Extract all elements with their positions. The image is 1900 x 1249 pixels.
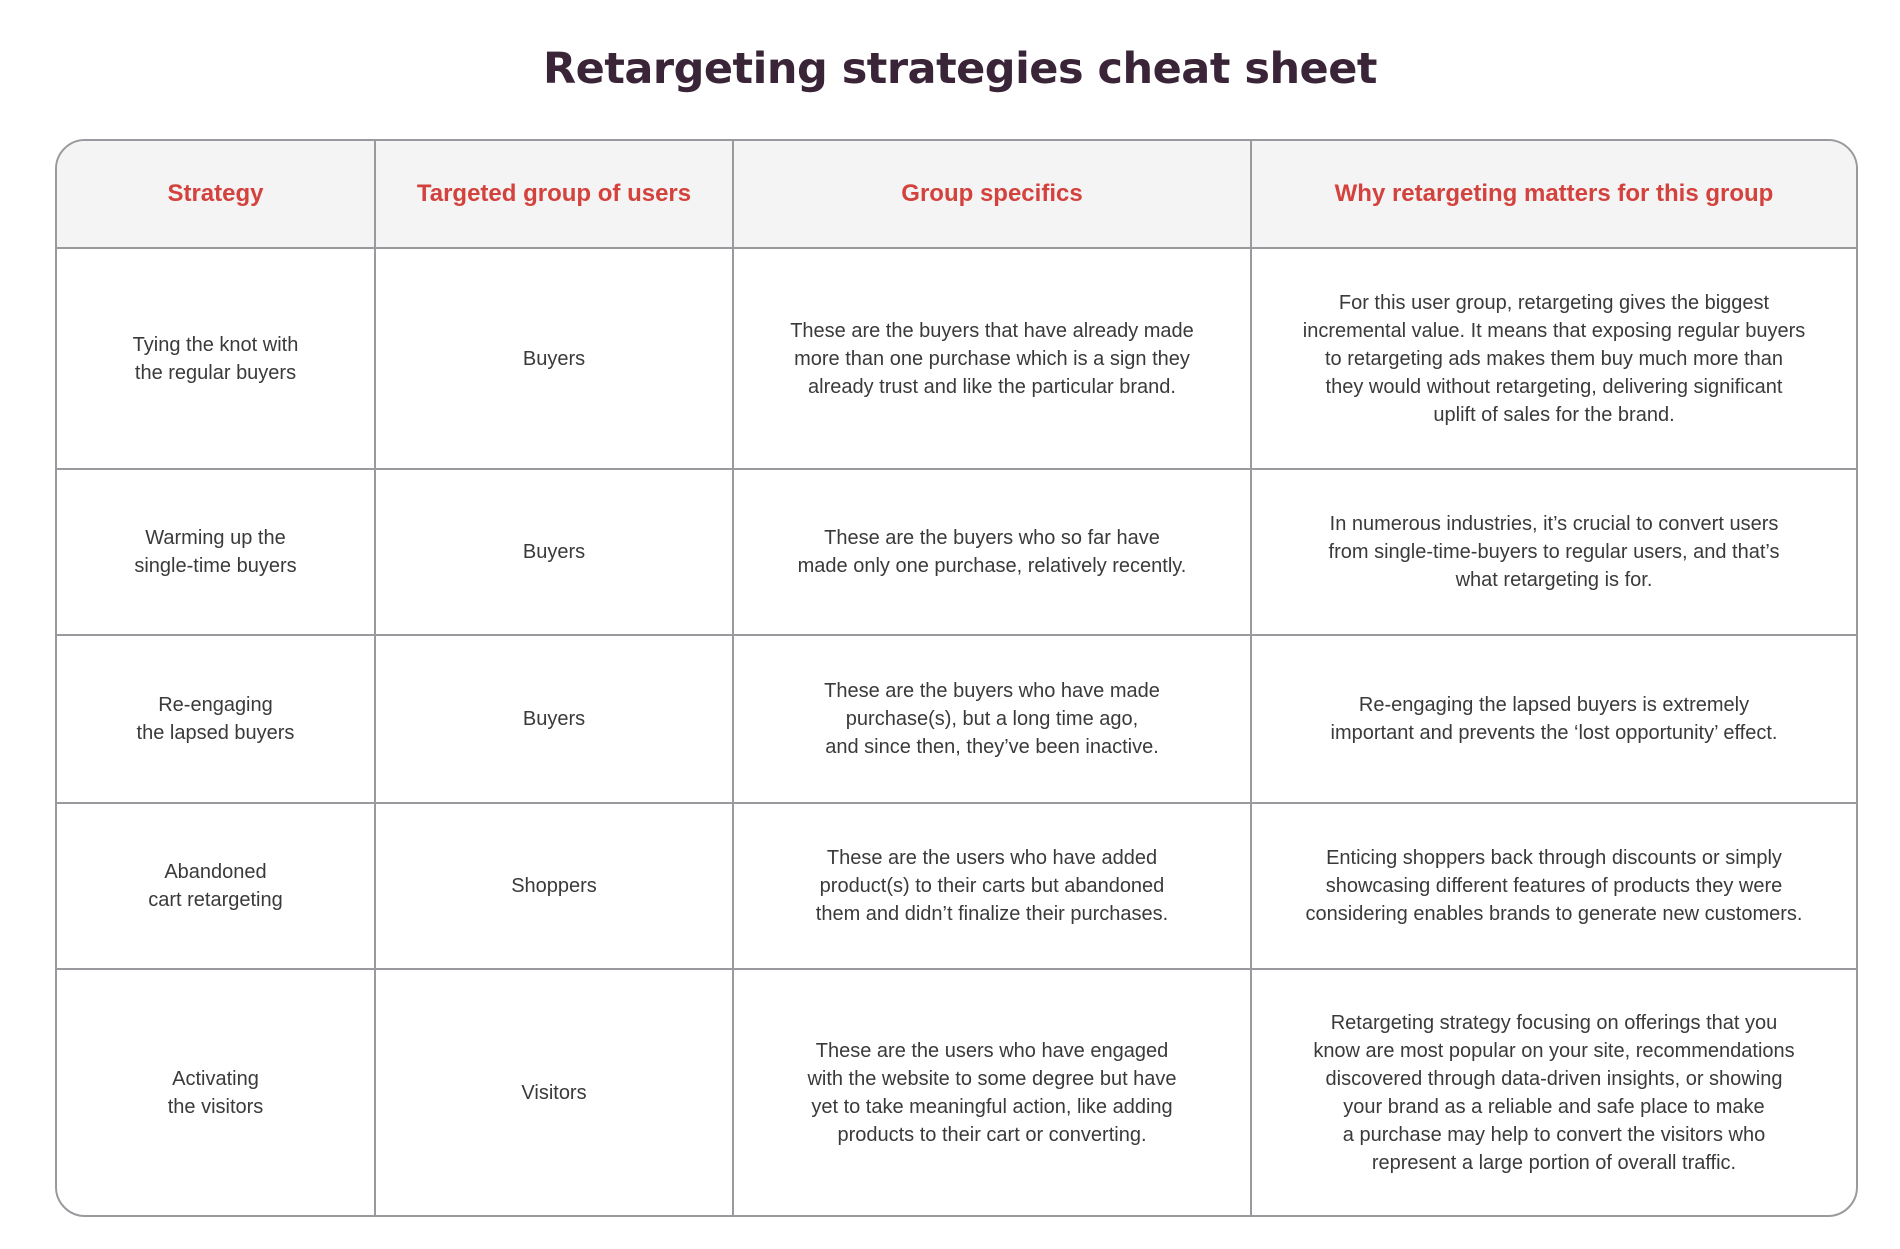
row-3-why: Re-engaging the lapsed buyers is extremely important and prevents the ‘lost opportunity’ effect. [1252,636,1856,804]
row-5-specifics: These are the users who have engaged with the website to some degree but have yet to take meaningful action, like adding products to their cart or converting. [734,970,1252,1215]
row-3-strategy: Re-engaging the lapsed buyers [57,636,376,804]
row-4-why: Enticing shoppers back through discounts or simply showcasing different features of products they were considering enables brands to generate new customers. [1252,804,1856,970]
row-1-why: For this user group, retargeting gives the biggest incremental value. It means that exposing regular buyers to retargeting ads makes them buy much more than they would without retargeting, delivering significant uplift of sales for the brand. [1252,249,1856,470]
row-1-strategy: Tying the knot with the regular buyers [57,249,376,470]
row-4-strategy: Abandoned cart retargeting [57,804,376,970]
page-title: Retargeting strategies cheat sheet [543,44,1377,94]
header-targeted-group: Targeted group of users [376,141,734,249]
row-2-why: In numerous industries, it’s crucial to convert users from single-time-buyers to regular users, and that’s what retargeting is for. [1252,470,1856,636]
row-5-why: Retargeting strategy focusing on offerings that you know are most popular on your site, recommendations discovered through data-driven insights, or showing your brand as a reliable and safe place to make a purchase may help to convert the visitors who represent a large portion of overall traffic. [1313,1011,1795,1174]
row-5-strategy: Activating the visitors [57,970,376,1215]
strategies-table [55,139,1858,1217]
row-5-group: Visitors [376,970,734,1215]
header-why-retargeting: Why retargeting matters for this group [1252,141,1856,249]
row-1-group: Buyers [376,249,734,470]
row-4-specifics: These are the users who have added product(s) to their carts but abandoned them and didn’t finalize their purchases. [734,804,1252,970]
row-3-group: Buyers [376,636,734,804]
row-3-specifics: These are the buyers who have made purchase(s), but a long time ago, and since then, they’ve been inactive. [734,636,1252,804]
row-2-group: Buyers [376,470,734,636]
row-2-specifics: These are the buyers who so far have made only one purchase, relatively recently. [734,470,1252,636]
row-4-group: Shoppers [376,804,734,970]
row-2-strategy: Warming up the single-time buyers [57,470,376,636]
header-strategy: Strategy [57,141,376,249]
header-group-specifics: Group specifics [734,141,1252,249]
row-1-specifics: These are the buyers that have already made more than one purchase which is a sign they already trust and like the particular brand. [734,249,1252,470]
